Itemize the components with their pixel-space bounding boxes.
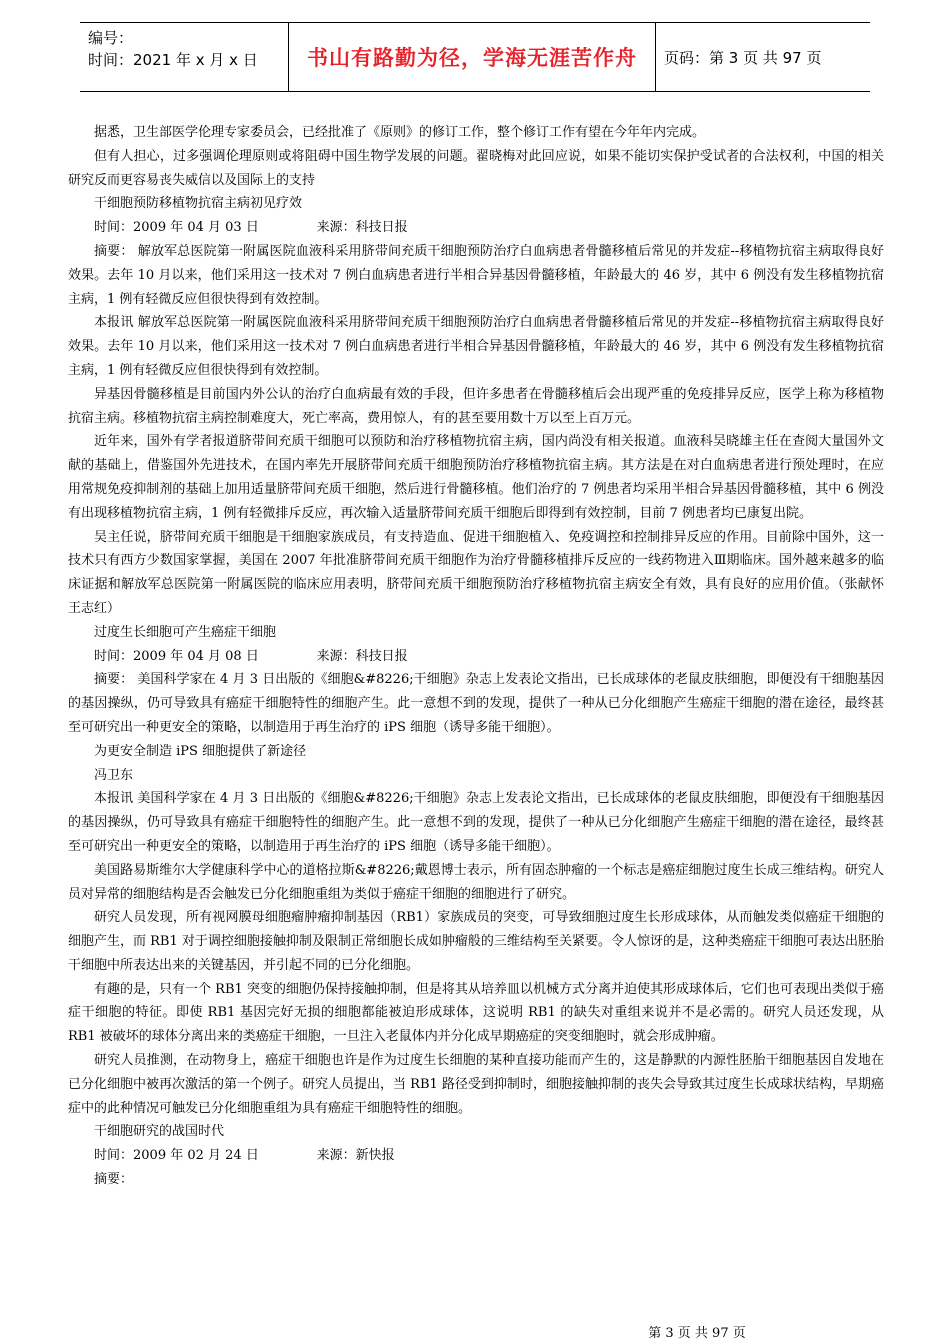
header-page-label: 页码：第 3 页 共 97 页	[664, 48, 822, 67]
paragraph: 研究人员发现，所有视网膜母细胞瘤肿瘤抑制基因（RB1）家族成员的突变，可导致细胞过度生长形成球体，从而触发类似癌症干细胞的细胞产生，而 RB1 对于调控细胞接触抑制及限制正常细胞长成如肿瘤般的三维结构至关紧要。令人惊讶的是，这种类癌症干细胞可表达出胚胎干细胞中所表达出来的关键基因，并引起不同的已分化细胞。	[68, 910, 884, 973]
article-title: 干细胞预防移植物抗宿主病初见疗效	[94, 196, 303, 212]
article-title: 过度生长细胞可产生癌症干细胞	[94, 624, 277, 640]
article-author: 冯卫东	[94, 767, 134, 783]
document-time-label: 时间：2021 年 x 月 x 日	[88, 51, 258, 69]
paragraph: 异基因骨髓移植是目前国内外公认的治疗白血病最有效的手段，但许多患者在骨髓移植后会出现严重的免疫排异反应，医学上称为移植物抗宿主病。移植物抗宿主病控制难度大，死亡率高，费用惊人，有的甚至要用数十万以至上百万元。	[68, 386, 884, 426]
paragraph: 但有人担心，过多强调伦理原则或将阻碍中国生物学发展的问题。翟晓梅对此回应说，如果不能切实保护受试者的合法权利，中国的相关研究反而更容易丧失威信以及国际上的支持	[68, 148, 884, 188]
paragraph: 本报讯 美国科学家在 4 月 3 日出版的《细胞&#8226;干细胞》杂志上发表论文指出，已长成球体的老鼠皮肤细胞，即便没有干细胞基因的基因操纵，仍可导致具有癌症干细胞特性的细胞产生。此一意想不到的发现，提供了一种从已分化细胞产生癌症干细胞的潜在途径，最终甚至可研究出一种更安全的策略，以制造用于再生治疗的 iPS 细胞（诱导多能干细胞）。	[68, 791, 884, 854]
paragraph: 本报讯 解放军总医院第一附属医院血液科采用脐带间充质干细胞预防治疗白血病患者骨髓移植后常见的并发症--移植物抗宿主病取得良好效果。去年 10 月以来，他们采用这一技术对 7 例白血病患者进行半相合异基因骨髓移植，年龄最大的 46 岁，其中 6 例没有发生移植物抗宿主病，1 例有轻微反应但很快得到有效控制。	[68, 315, 884, 378]
document-number-label: 编号：	[88, 29, 134, 47]
article-abstract: 摘要： 美国科学家在 4 月 3 日出版的《细胞&#8226;干细胞》杂志上发表论文指出，已长成球体的老鼠皮肤细胞，即便没有干细胞基因的基因操纵，仍可导致具有癌症干细胞特性的细胞产生。此一意想不到的发现，提供了一种从已分化细胞产生癌症干细胞的潜在途径，最终甚至可研究出一种更安全的策略，以制造用于再生治疗的 iPS 细胞（诱导多能干细胞）。	[68, 672, 884, 735]
footer-page-number: 第 3 页 共 97 页	[648, 1326, 746, 1341]
page-header	[80, 22, 870, 92]
header-motto: 书山有路勤为径，学海无涯苦作舟	[288, 23, 656, 91]
article-abstract: 摘要：	[94, 1172, 134, 1188]
header-left	[88, 27, 258, 71]
paragraph: 美国路易斯维尔大学健康科学中心的道格拉斯&#8226;戴恩博士表示，所有固态肿瘤的一个标志是癌症细胞过度生长成三维结构。研究人员对异常的细胞结构是否会触发已分化细胞重组为类似于癌症干细胞的细胞进行了研究。	[68, 862, 884, 902]
paragraph: 据悉，卫生部医学伦理专家委员会，已经批准了《原则》的修订工作，整个修订工作有望在今年年内完成。	[94, 125, 706, 140]
paragraph: 吴主任说，脐带间充质干细胞是干细胞家族成员，有支持造血、促进干细胞植入、免疫调控和控制排异反应的作用。目前除中国外，这一技术只有西方少数国家掌握，美国在 2007 年批准脐带间充质干细胞作为治疗骨髓移植排斥反应的一线药物进入Ⅲ期临床。国外越来越多的临床证据和解放军总医院第一附属医院的临床应用表明，脐带间充质干细胞预防治疗移植物抗宿主病安全有效，具有良好的应用价值。（张献怀 王志红）	[68, 529, 884, 616]
article-meta: 时间：2009 年 04 月 08 日 来源：科技日报	[94, 648, 408, 664]
article-meta: 时间：2009 年 02 月 24 日 来源：新快报	[94, 1148, 395, 1164]
paragraph: 研究人员推测，在动物身上，癌症干细胞也许是作为过度生长细胞的某种直接功能而产生的，这是静默的内源性胚胎干细胞基因自发地在已分化细胞中被再次激活的第一个例子。研究人员提出，当 RB1 路径受到抑制时，细胞接触抑制的丧失会导致其过度生长成球状结构，早期癌症中的此种情况可触发已分化细胞重组为具有癌症干细胞特性的细胞。	[68, 1053, 884, 1116]
paragraph: 有趣的是，只有一个 RB1 突变的细胞仍保持接触抑制，但是将其从培养皿以机械方式分离并迫使其形成球体后，它们也可表现出类似于癌症干细胞的特征。即使 RB1 基因完好无损的细胞都能被迫形成球体，这说明 RB1 的缺失对重组来说并不是必需的。研究人员还发现，从 RB1 被破坏的球体分离出来的类癌症干细胞，一旦注入老鼠体内并分化成早期癌症的突变细胞时，就会形成肿瘤。	[68, 981, 884, 1045]
page-footer	[0, 1322, 950, 1341]
article-meta: 时间：2009 年 04 月 03 日 来源：科技日报	[94, 220, 408, 236]
article-title: 干细胞研究的战国时代	[94, 1124, 225, 1140]
document-body	[68, 121, 884, 1192]
paragraph: 近年来，国外有学者报道脐带间充质干细胞可以预防和治疗移植物抗宿主病，国内尚没有相关报道。血液科吴晓雄主任在查阅大量国外文献的基础上，借鉴国外先进技术，在国内率先开展脐带间充质干细胞预防治疗移植物抗宿主病。其方法是在对白血病患者进行预处理时，在应用常规免疫抑制剂的基础上加用适量脐带间充质干细胞，然后进行骨髓移植。他们治疗的 7 例患者均采用半相合异基因骨髓移植，其中 6 例没有出现移植物抗宿主病，1 例有轻微排斥反应，再次输入适量脐带间充质干细胞后即得到有效控制，目前 7 例患者均已康复出院。	[68, 434, 884, 521]
article-abstract: 摘要： 解放军总医院第一附属医院血液科采用脐带间充质干细胞预防治疗白血病患者骨髓移植后常见的并发症--移植物抗宿主病取得良好效果。去年 10 月以来，他们采用这一技术对 7 例白血病患者进行半相合异基因骨髓移植，年龄最大的 46 岁，其中 6 例没有发生移植物抗宿主病，1 例有轻微反应但很快得到有效控制。	[68, 243, 884, 307]
article-subtitle: 为更安全制造 iPS 细胞提供了新途径	[94, 743, 307, 759]
